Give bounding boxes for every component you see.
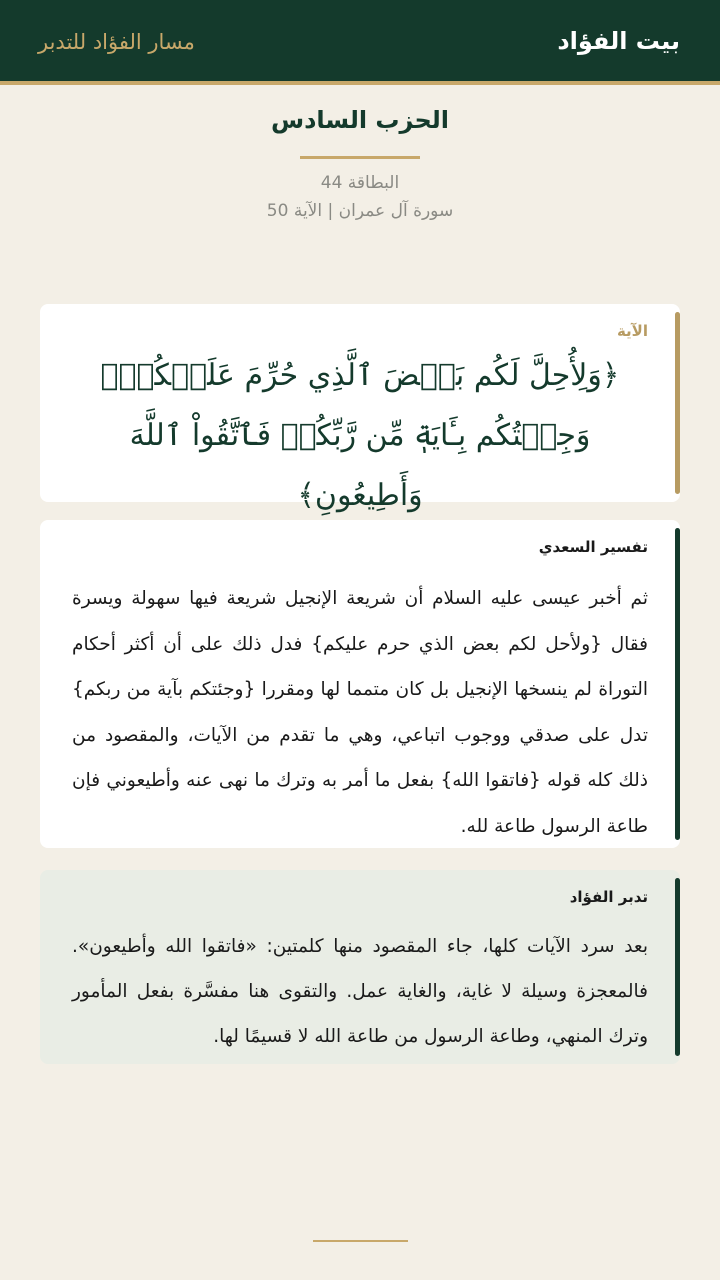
top-app-bar (0, 0, 720, 85)
ayah-card-accent (675, 312, 680, 494)
tadabbur-label: تدبر الفؤاد (569, 888, 648, 906)
title-divider (300, 156, 420, 159)
app-brand-title[interactable]: بيت الفؤاد (557, 27, 680, 55)
tafsir-text: ثم أخبر عيسى عليه السلام أن شريعة الإنجيل شريعة فيها سهولة ويسرة فقال {ولأحل لكم بعض الذي حرم عليكم} فدل ذلك على أن أكثر أحكام التوراة لم ينسخها الإنجيل بل كان متمما لها ومقررا {وجئتكم بآية من ربكم} تدل على صدقي ووجوب اتباعي، وهي ما تقدم من الآيات، والمقصود من ذلك كله قوله {فاتقوا الله} بفعل ما أمر به وترك ما نهى عنه وأطيعوني فإن طاعة الرسول طاعة لله. (72, 588, 648, 837)
tafsir-card (40, 520, 680, 848)
card-header (0, 100, 720, 221)
ayah-text: ﴿وَلِأُحِلَّ لَكُم بَعۡضَ ٱلَّذِي حُرِّمَ عَلَيۡكُمۡۚ وَجِئۡتُكُم بِـَٔايَةٖ مِّن رَّبِّكُمۡ فَٱتَّقُواْ ٱللَّهَ وَأَطِيعُونِ﴾ (100, 358, 620, 513)
surah-ayah-reference: سورة آل عمران | الآية 50 (266, 201, 454, 221)
tadabbur-text: بعد سرد الآيات كلها، جاء المقصود منها كلمتين: «فاتقوا الله وأطيعون». فالمعجزة وسيلة لا غاية، والغاية عمل. والتقوى هنا مفسَّرة بفعل المأمور وترك المنهي، وطاعة الرسول من طاعة الله لا قسيمًا لها. (72, 936, 648, 1047)
hizb-title: الحزب السادس (270, 106, 450, 134)
tafsir-label: تفسير السعدي (538, 538, 648, 556)
ayah-label: الآية (616, 322, 648, 340)
tadabbur-card (40, 870, 680, 1064)
card-number: البطاقة 44 (320, 173, 400, 193)
ayah-card (40, 304, 680, 513)
bottom-divider (313, 1240, 408, 1242)
app-path-link[interactable]: مسار الفؤاد للتدبر (38, 30, 195, 54)
tafsir-card-accent (675, 528, 680, 840)
tadabbur-card-accent (675, 878, 680, 1056)
